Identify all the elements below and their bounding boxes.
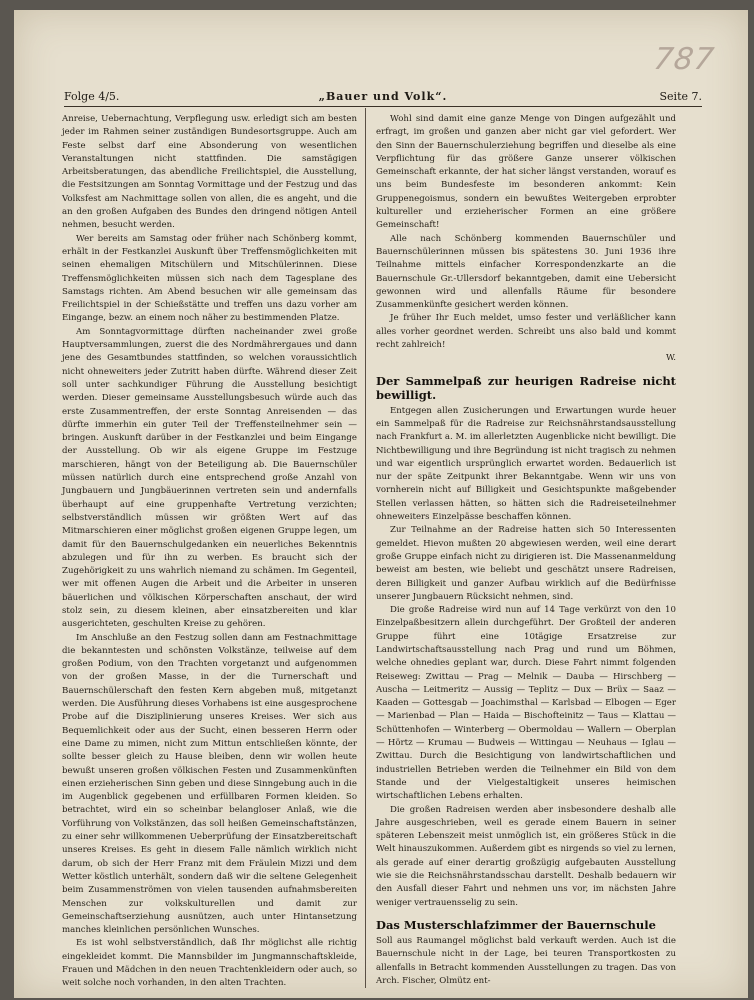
handwritten-page-number: 787 (651, 42, 717, 77)
article-paragraph: Alle nach Schönberg kommenden Bauernschüler und Bauernschülerinnen müssen bis spätestens 30. Juni 1936 ihre Teilnahme mittels einfacher Korrespondenzkarte an die Bauernschule Gr.-Ullersdorf bekanntgeben, damit eine Uebersicht gewonnen wird und allenfalls Räume für besondere Zusammenkünfte gesichert werden können. (376, 233, 676, 311)
page-label: Seite 7. (659, 90, 702, 103)
article-paragraph: Anreise, Uebernachtung, Verpflegung usw. erledigt sich am besten jeder im Rahmen seiner zuständigen Bundesortsgruppe. Auch am Feste selbst darf eine Absonderung von wesentlichen Veranstaltungen nicht stattfinden. Die samstägigen Arbeitsberatungen, das abendliche Freilichtspiel, die Ausstellung, die Festsitzungen am Sonntag Vormittage und der Festzug und das Volksfest am Nachmittage sollen von allen, die es angeht, und die an den großen Aufgaben des Bundes den dringend nötigen Anteil nehmen, besucht werden. (62, 114, 357, 231)
article-paragraph: Die großen Radreisen werden aber insbesondere deshalb alle Jahre ausgeschrieben, weil es gerade einem Bauern in seiner späteren Lebenszeit meist unmöglich ist, ein größeres Stück in die Welt hinauszukommen. Außerdem gibt es nirgends so viel zu lernen, als gerade auf einer derartig großzügig aufgebauten Ausstellung wie sie die Reichsnährstandsschau darstellt. Deshalb bedauern wir den Ausfall dieser Fahrt und nehmen uns vor, im nächsten Jahre weniger vertrauensselig zu sein. (376, 804, 676, 908)
article-paragraph: Wer bereits am Samstag oder früher nach Schönberg kommt, erhält in der Festkanzlei Auskunft über Treffensmöglichkeiten mit seinen ehemaligen Mitschülern und Mitschülerinnen. Diese Treffensmöglichkeiten müssen sich nach dem Tagesplane des Samstags richten. Am Abend besuchen wir alle gemeinsam das Freilichtspiel in der Schießstätte und treffen uns dazu vorher am Eingange, bezw. an einem noch näher zu bestimmenden Platze. (62, 233, 357, 324)
article-paragraph: Die große Radreise wird nun auf 14 Tage verkürzt von den 10 Einzelpaßbesitzern allein durchgeführt. Der Großteil der anderen Gruppe führt eine 10tägige Ersatzreise zur Landwirtschaftsausstellung nach Prag und rund um Böhmen, welche ohnedies geplant war, durch. Diese Fahrt nimmt folgenden Reiseweg: Zwittau — Prag — Melnik — Dauba — Hirschberg — Auscha — Leitmeritz — Aussig — Teplitz — Dux — Brüx — Saaz — Kaaden — Gottesgab — Joachimsthal — Karlsbad — Elbogen — Eger — Marienbad — Plan — Haida — Bischofteinitz — Taus — Klattau — Schüttenhofen — Winterberg — Obermoldau — Wallern — Oberplan — Hörtz — Krumau — Budweis — Wittingau — Neuhaus — Iglau — Zwittau. Durch die Besichtigung von landwirtschaftlichen und industriellen Betrieben werden die Teilnehmer ein Bild von dem Stande und der Vielgestaltigkeit unseres heimischen wirtschaftlichen Lebens erhalten. (376, 605, 676, 802)
article-paragraph: Je früher Ihr Euch meldet, umso fester und verläßlicher kann alles vorher geordnet werden. Schreibt uns also bald und kommt recht zahlreich! (376, 313, 676, 351)
article-paragraph: Am Sonntagvormittage dürften nacheinander zwei große Hauptversammlungen, zuerst die des Nordmährergaues und dann jene des Gesamtbundes stattfinden, so welchen voraussichtlich nicht ohneweiters jeder Zutritt haben dürfte. Während dieser Zeit soll unter sachkundiger Führung die Ausstellung besichtigt werden. Dieser gemeinsame Ausstellungsbesuch würde auch das erste Zusammentreffen, der erste Sonntag Anreisenden — das dürfte immerhin ein guter Teil der Treffensteilnehmer sein — bringen. Auskunft darüber in der Festkanzlei und beim Eingange der Ausstellung. Ob wir als eigene Gruppe im Festzuge marschieren, hängt von der Beteiligung ab. Die Bauernschüler müssen natürlich durch eine entsprechend große Anzahl von Jungbauern und Jungbäuerinnen vertreten sein und andernfalls überhaupt auf eine gruppenhafte Vertretung verzichten; selbstverständlich müssen wir größten Wert auf das Mitmarschieren einer möglichst großen eigenen Gruppe legen, um damit für den Bauernschulgedanken ein neuerliches Bekenntnis abzulegen und für ihn zu werben. Es braucht sich der Zugehörigkeit zu uns wahrlich niemand zu schämen. Im Gegenteil, wer mit offenen Augen die Arbeit und die Arbeiter in unseren bäuerlichen und völkischen Körperschaften anschaut, der wird stolz sein, zu diesem kleinen, aber einsatzbereiten und klar ausgerichteten, geschulten Kreise zu gehören. (62, 326, 357, 630)
page-header (64, 90, 702, 107)
newspaper-page (14, 10, 748, 998)
issue-number: Folge 4/5. (64, 90, 120, 103)
column-divider (365, 108, 366, 988)
article-paragraph: Im Anschluße an den Festzug sollen dann am Festnachmittage die bekanntesten und schönsten Volkstänze, teilweise auf dem großen Podium, von den Trachten vorgetanzt und aufgenommen von der großen Masse, in der die Turnerschaft und Bauernschülerschaft den festen Kern abgeben muß, mitgetanzt werden. Die Ausführung dieses Vorhabens ist eine ausgesprochene Probe auf die Disziplinierung unseres Kreises. Wer sich aus Bequemlichkeit oder aus der Sucht, einen besseren Herrn oder eine Dame zu mimen, nicht zum Mittun entschließen könnte, der sollte besser gleich zu Hause bleiben, denn wir wollen heute bewußt unseren großen völkischen Festen und Zusammenkünften einen erzieherischen Sinn geben und diese Sinngebung auch in die im Augenblick gegebenen und erfüllbaren Formen kleiden. So betrachtet, wird ein so scheinbar belangloser Anlaß, wie die Vorführung von Volkstänzen, das soll heißen Gemeinschaftstänzen, zu einer sehr willkommenen Ueberprüfung der Einsatzbereitschaft unseres Kreises. Es geht in diesem Falle nämlich wirklich nicht darum, ob sich der Herr Franz mit dem Fräulein Mizzi und dem Wetter köstlich unterhält, sondern daß wir die seltene Gelegenheit beim Zusammenströmen von vielen tausenden aufnahmsbereiten Menschen zur volkskulturellen und damit zur Gemeinschaftserziehung ausnützen, auch unter Hintansetzung manches kleinlichen persönlichen Wunsches. (62, 632, 357, 936)
right-column (376, 113, 676, 988)
section-heading-radreise: Der Sammelpaß zur heurigen Radreise nicht bewilligt. (376, 373, 676, 402)
article-paragraph: Zur Teilnahme an der Radreise hatten sich 50 Interessenten gemeldet. Hievon mußten 20 abgewiesen werden, weil eine derart große Gruppe einfach nicht zu dirigieren ist. Die Massenanmeldung beweist am besten, wie beliebt und geschätzt unsere Radreisen, deren Billigkeit und ganzer Aufbau wirklich auf die Bedürfnisse unserer Jungbauern Rücksicht nehmen, sind. (376, 525, 676, 602)
article-paragraph: Wohl sind damit eine ganze Menge von Dingen aufgezählt und erfragt, im großen und ganzen aber nicht gar viel gefordert. Wer den Sinn der Bauernschulerziehung begriffen und dieselbe als eine Verpflichtung für das größere Ganze unserer völkischen Gemeinschaft erkannte, der hat sicher längst verstanden, worauf es uns beim Bundesfeste im besonderen ankommt: Kein Gruppenegoismus, sondern ein bewußtes Weitergeben erprobter kultureller und erzieherischer Formen an eine größere Gemeinschaft! (376, 114, 676, 231)
article-paragraph: Soll aus Raumangel möglichst bald verkauft werden. Auch ist die Bauernschule nicht in der Lage, bei teuren Transportkosten zu allenfalls in Betracht kommenden Ausstellungen zu tragen. Das von Arch. Fischer, Olmütz ent- (376, 935, 676, 986)
left-column (62, 113, 357, 991)
newspaper-title: „Bauer und Volk“. (318, 90, 448, 103)
article-paragraph: Es ist wohl selbstverständlich, daß Ihr möglichst alle richtig eingekleidet kommt. Die Mannsbilder im Jungmannschaftskleide, Frauen und Mädchen in den neuen Trachtenkleidern oder auch, so weit solche noch vorhanden, in den alten Trachten. (62, 938, 357, 989)
article-paragraph: Entgegen allen Zusicherungen und Erwartungen wurde heuer ein Sammelpaß für die Radreise zur Reichsnährstandsausstellung nach Frankfurt a. M. im allerletzten Augenblicke nicht bewilligt. Die Nichtbewilligung und ihre Begründung ist nicht tragisch zu nehmen und war eigentlich ursprünglich erwartet worden. Bedauerlich ist nur der späte Zeitpunkt ihrer Bekanntgabe. Wenn wir uns von vornherein nicht auf Billigkeit und Gesichtspunkte maßgebender Stellen verlassen hätten, so hätten sich die Radreiseteilnehmer ohneweiters Einzelpässe beschaffen können. (376, 405, 676, 523)
section-heading-schlafzimmer: Das Musterschlafzimmer der Bauernschule (376, 917, 656, 932)
author-signature: W. (665, 353, 676, 364)
